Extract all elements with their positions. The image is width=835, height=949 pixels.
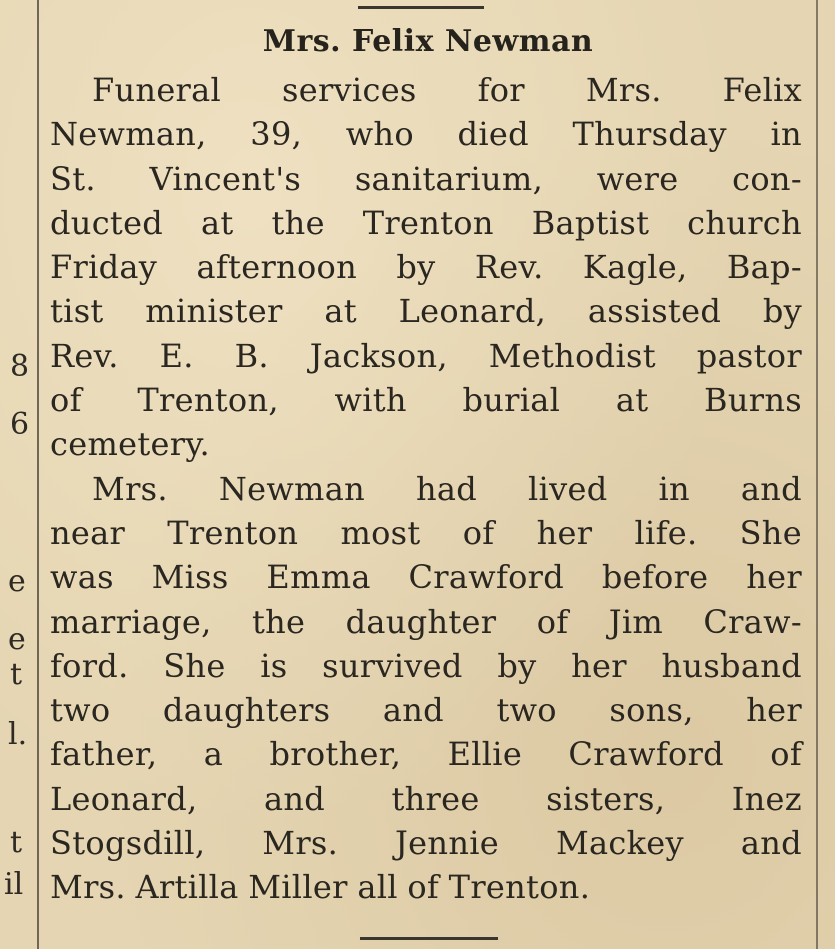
adjacent-column-fragments [0, 0, 36, 949]
article-line: of Trenton, with burial at Burns [50, 381, 802, 420]
margin-fragment: il [4, 867, 24, 902]
margin-fragment: t [10, 825, 23, 860]
article-line: Leonard, and three sisters, Inez [50, 779, 802, 818]
margin-fragment: e [8, 622, 26, 657]
article-line: Newman, 39, who died Thursday in [50, 115, 802, 154]
margin-fragment: l. [8, 717, 28, 752]
article-line: Mrs. Newman had lived in and [92, 469, 802, 508]
bottom-divider [360, 937, 498, 940]
article-line: Funeral services for Mrs. Felix [92, 71, 802, 109]
article-line: Stogsdill, Mrs. Jennie Mackey and [50, 824, 802, 863]
article-line: marriage, the daughter of Jim Craw- [50, 602, 802, 641]
right-column-rule [816, 0, 818, 949]
margin-fragment: e [8, 564, 26, 599]
article-line: Friday afternoon by Rev. Kagle, Bap- [50, 248, 802, 287]
left-column-rule [37, 0, 39, 949]
margin-fragment: 6 [10, 407, 30, 442]
article-line: Rev. E. B. Jackson, Methodist pastor [50, 336, 802, 375]
top-divider [358, 6, 484, 9]
margin-fragment: t [10, 657, 23, 692]
article-line: ford. She is survived by her husband [50, 646, 802, 685]
article-line: was Miss Emma Crawford before her [50, 558, 802, 597]
article-line: two daughters and two sons, her [50, 691, 802, 730]
margin-fragment: 8 [10, 349, 30, 384]
article-line: near Trenton most of her life. She [50, 513, 802, 552]
article-line: tist minister at Leonard, assisted by [50, 292, 802, 331]
article-line: Mrs. Artilla Miller all of Trenton. [50, 868, 591, 907]
article-line: father, a brother, Ellie Crawford of [50, 735, 802, 774]
article-line: ducted at the Trenton Baptist church [50, 203, 802, 242]
article-heading: Mrs. Felix Newman [262, 24, 594, 59]
article-line: cemetery. [50, 425, 210, 464]
article-body [50, 68, 802, 910]
article-line: St. Vincent's sanitarium, were con- [50, 159, 802, 198]
